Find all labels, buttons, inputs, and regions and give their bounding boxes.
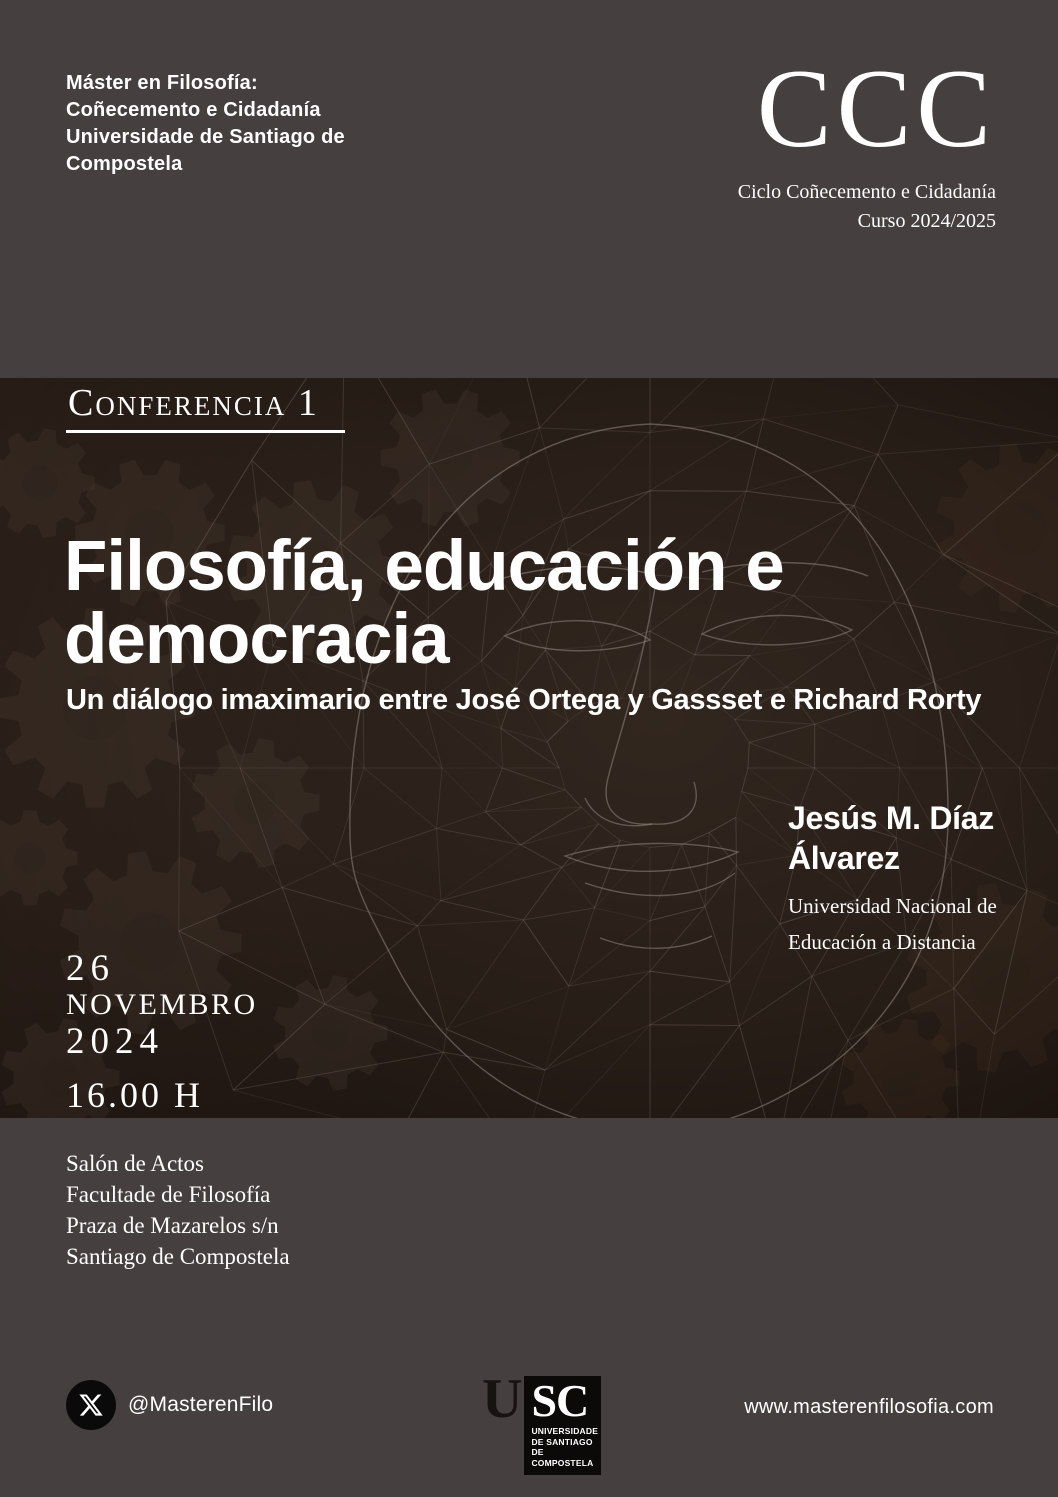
event-title-line2: democracia [64, 600, 449, 679]
course-label: Curso 2024/2025 [857, 210, 996, 232]
usc-logo-text-line: DE COMPOSTELA [531, 1447, 594, 1468]
venue-line: Praza de Mazarelos s/n [66, 1213, 279, 1238]
program-line: Compostela [66, 153, 183, 175]
twitter-handle: @MasterenFilo [128, 1393, 274, 1416]
usc-logo-text [531, 1426, 599, 1468]
ccc-brand-block [738, 48, 996, 236]
speaker-affiliation-line1: Universidad Nacional de [788, 894, 997, 918]
cycle-label: Ciclo Coñecemento e Cidadanía [737, 181, 996, 203]
datetime-block [66, 950, 258, 1114]
usc-logo-u: U [482, 1368, 523, 1430]
speaker-affiliation-line2: Educación a Distancia [788, 930, 976, 954]
website-url: www.masterenfilosofia.com [744, 1396, 994, 1418]
usc-logo [482, 1368, 601, 1475]
event-day: 26 [66, 948, 115, 989]
usc-logo-text-line: UNIVERSIDADE [531, 1426, 599, 1436]
speaker-name [788, 798, 1018, 878]
venue-line: Facultade de Filosofía [66, 1182, 271, 1207]
event-year: 2024 [66, 1021, 164, 1062]
event-subtitle: Un diálogo imaximario entre José Ortega y Gassset e Richard Rorty [66, 684, 982, 716]
usc-logo-sc: SC [531, 1375, 589, 1426]
footer-section [0, 1118, 1058, 1497]
x-logo-glyph [78, 1392, 104, 1418]
venue-line: Santiago de Compostela [66, 1244, 290, 1269]
event-title-line1: Filosofía, educación e [64, 527, 784, 606]
usc-logo-text-line: DE SANTIAGO [531, 1436, 593, 1447]
speaker-name-line1: Jesús M. Díaz [788, 800, 994, 836]
top-section [0, 0, 1058, 378]
speaker-affiliation [788, 888, 1018, 960]
event-time: 16.00 H [66, 1075, 203, 1115]
conference-label: Conferencia 1 [66, 380, 345, 433]
usc-logo-box [524, 1376, 601, 1475]
program-line: Máster en Filosofía: [66, 72, 258, 94]
ccc-logo: CCC [756, 47, 996, 171]
program-line: Coñecemento e Cidadanía [66, 99, 321, 121]
program-line: Universidade de Santiago de [66, 126, 345, 148]
event-title [64, 527, 784, 679]
event-month: NOVEMBRO [66, 988, 258, 1021]
venue-line: Salón de Actos [66, 1151, 204, 1176]
twitter-group [66, 1380, 273, 1430]
hero-section [0, 378, 1058, 1118]
program-title [66, 70, 345, 178]
speaker-name-line2: Álvarez [788, 840, 900, 876]
x-twitter-icon [66, 1380, 116, 1430]
speaker-block [788, 798, 1018, 960]
venue-block [66, 1148, 290, 1272]
